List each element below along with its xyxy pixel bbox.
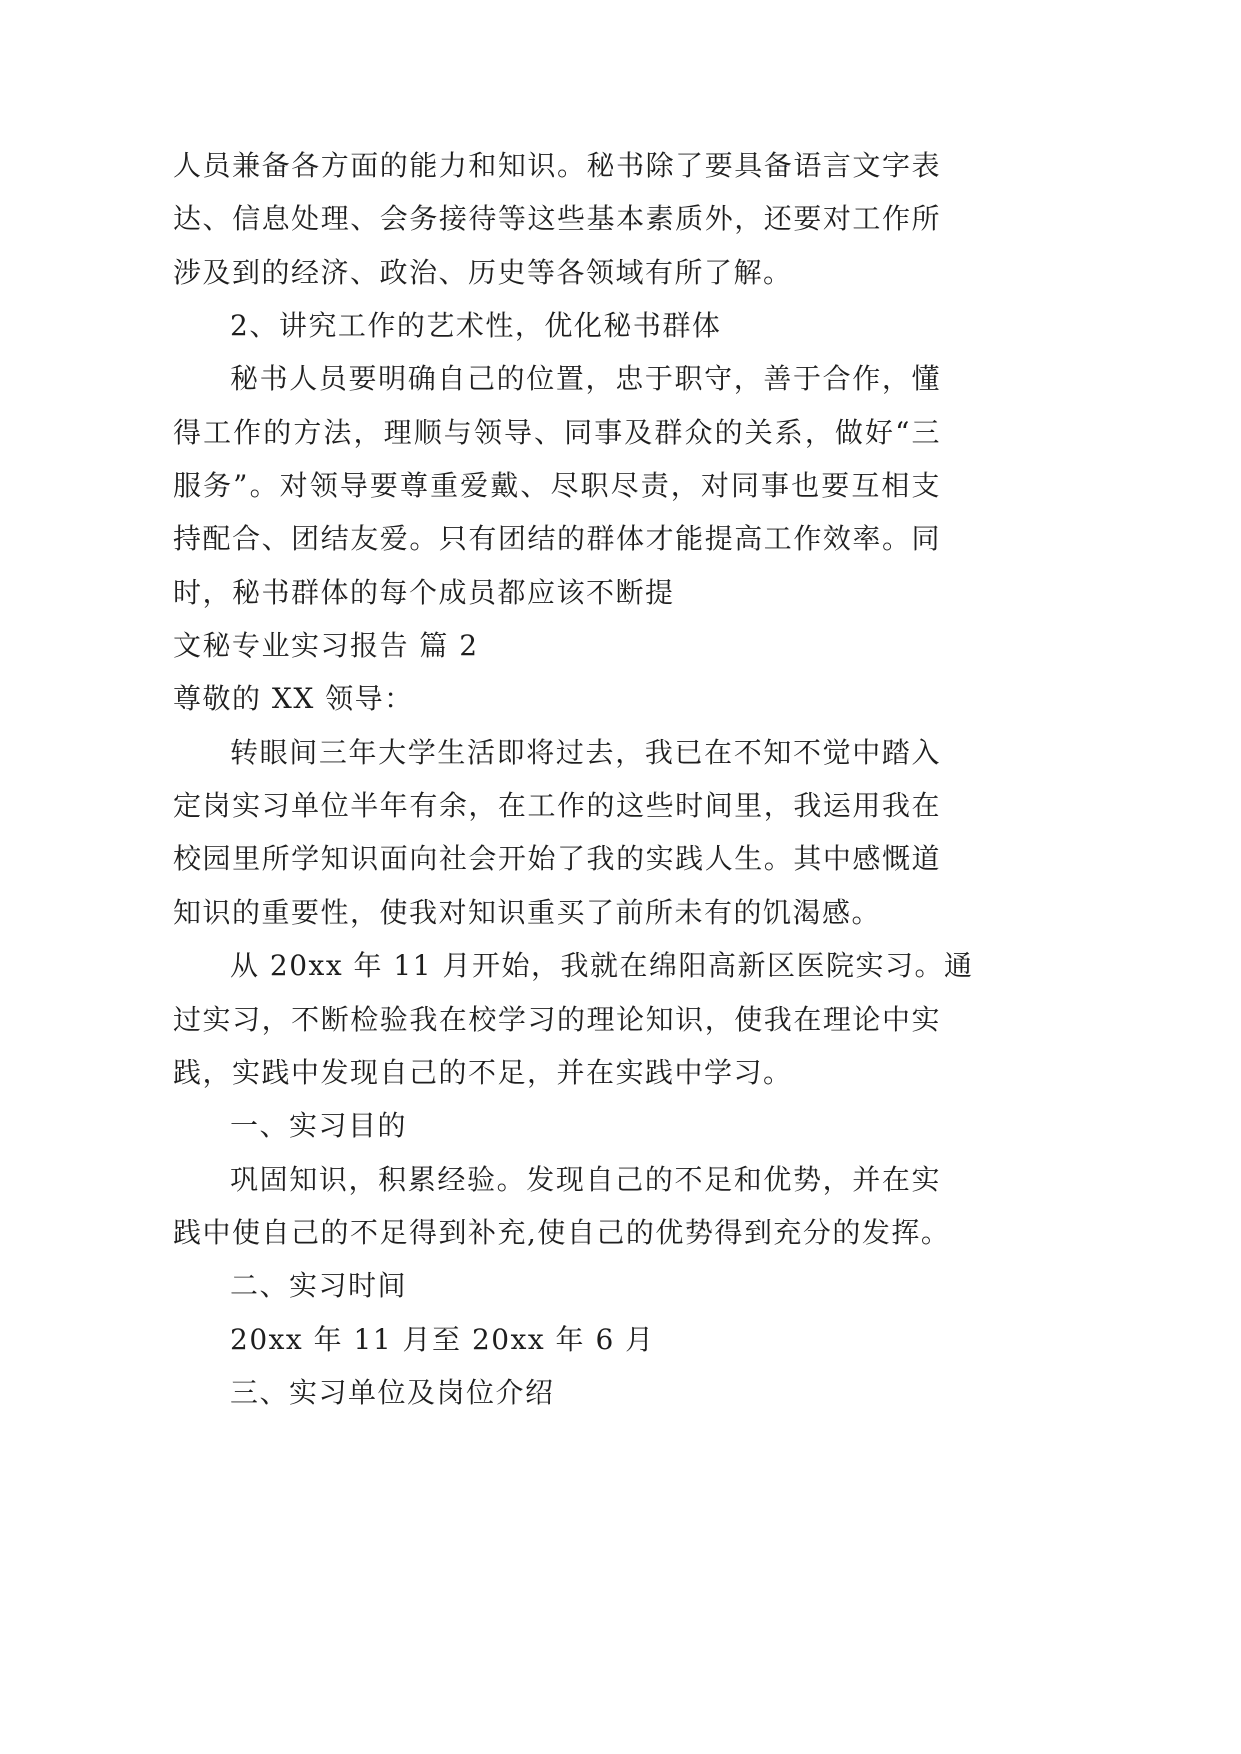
text-line: 服务”。对领导要尊重爱戴、尽职尽责，对同事也要互相支 [173,469,941,503]
text-line: 得工作的方法，理顺与领导、同事及群众的关系，做好“三 [173,415,941,449]
text-line: 践，实践中发现自己的不足，并在实践中学习。 [173,1055,793,1089]
text-line: 从 20xx 年 11 月开始，我就在绵阳高新区医院实习。通 [230,949,974,983]
text-line: 秘书人员要明确自己的位置，忠于职守，善于合作，懂 [230,362,941,396]
document-body [173,139,974,1419]
section-heading: 三、实习单位及岗位介绍 [230,1375,555,1409]
point-heading: 2、讲究工作的艺术性，优化秘书群体 [230,309,722,343]
text-line: 巩固知识，积累经验。发现自己的不足和优势，并在实 [230,1162,941,1196]
text-line: 转眼间三年大学生活即将过去，我已在不知不觉中踏入 [230,735,941,769]
paragraph [173,939,974,1099]
section-heading: 一、实习目的 [230,1109,408,1143]
text-line: 校园里所学知识面向社会开始了我的实践人生。其中感慨道 [173,842,941,876]
text-line: 20xx 年 11 月至 20xx 年 6 月 [230,1322,655,1356]
paragraph [173,1153,951,1260]
section-heading: 二、实习时间 [230,1269,408,1303]
text-line: 过实习，不断检验我在校学习的理论知识，使我在理论中实 [173,1002,941,1036]
salutation: 尊敬的 XX 领导： [173,682,414,716]
report-title: 文秘专业实习报告 篇 2 [173,629,479,663]
text-line: 涉及到的经济、政治、历史等各领域有所了解。 [173,255,793,289]
text-line: 人员兼备各方面的能力和知识。秘书除了要具备语言文字表 [173,149,941,182]
text-line: 持配合、团结友爱。只有团结的群体才能提高工作效率。同 [173,522,941,556]
paragraph [173,352,941,619]
text-line: 达、信息处理、会务接待等这些基本素质外，还要对工作所 [173,202,941,236]
paragraph [173,726,941,939]
text-line: 知识的重要性，使我对知识重买了前所未有的饥渴感。 [173,895,882,929]
text-line: 时，秘书群体的每个成员都应该不断提 [173,575,675,609]
text-line: 定岗实习单位半年有余，在工作的这些时间里，我运用我在 [173,789,941,823]
text-line: 践中使自己的不足得到补充,使自己的优势得到充分的发挥。 [173,1215,951,1249]
paragraph [173,139,941,299]
